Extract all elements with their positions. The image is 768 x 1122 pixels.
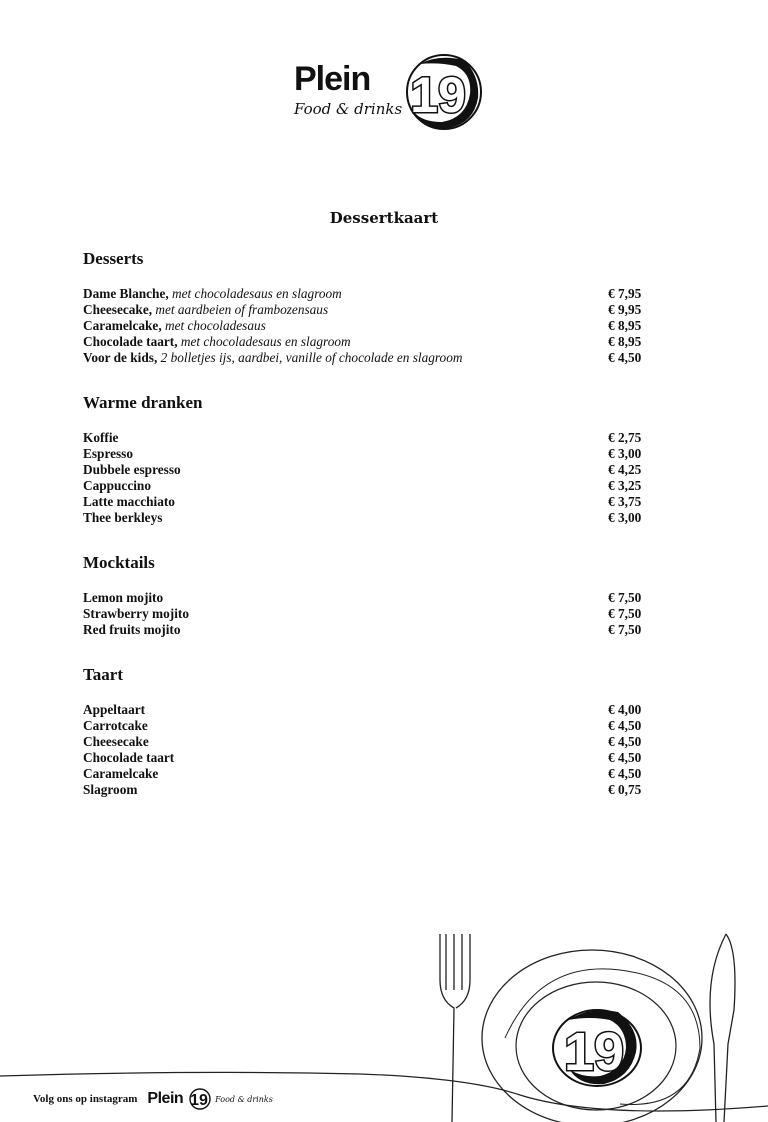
menu-item-name: Slagroom xyxy=(83,782,138,797)
menu-item-label xyxy=(83,462,181,478)
menu-item-name: Dame Blanche, xyxy=(83,286,169,301)
menu-section xyxy=(83,552,648,638)
menu-item-name: Cappuccino xyxy=(83,478,151,493)
menu-item-label xyxy=(83,286,342,302)
menu-item xyxy=(83,478,648,494)
menu-item-label xyxy=(83,430,118,446)
logo-number: 19 xyxy=(410,67,466,123)
menu-item-label xyxy=(83,478,151,494)
menu-item-name: Voor de kids, xyxy=(83,350,158,365)
menu-item xyxy=(83,302,648,318)
menu-item-label xyxy=(83,318,266,334)
menu-item-price: € 4,50 xyxy=(608,734,642,749)
menu-item xyxy=(83,606,648,622)
footer xyxy=(33,1086,273,1112)
menu-item xyxy=(83,590,648,606)
menu-item xyxy=(83,350,648,366)
menu-item-name: Caramelcake xyxy=(83,766,159,781)
menu-item xyxy=(83,702,648,718)
menu-item-name: Dubbele espresso xyxy=(83,462,181,477)
menu-item-label xyxy=(83,590,163,606)
menu-item-name: Chocolade taart xyxy=(83,750,175,765)
menu-item-price: € 3,25 xyxy=(608,478,642,493)
footer-tagline: Food & drinks xyxy=(215,1094,273,1104)
menu-item-label xyxy=(83,782,137,798)
menu-item-price: € 3,00 xyxy=(608,446,642,461)
brand-logo xyxy=(290,50,490,132)
menu-item-description: met chocoladesaus en slagroom xyxy=(180,334,351,349)
menu-item-price: € 4,50 xyxy=(608,718,642,733)
menu-item-price: € 3,75 xyxy=(608,494,642,509)
menu-item-label xyxy=(83,510,162,526)
menu-item xyxy=(83,510,648,526)
menu-item-label xyxy=(83,446,133,462)
menu-item-name: Chocolade taart, xyxy=(83,334,178,349)
menu-item-price: € 2,75 xyxy=(608,430,642,445)
menu-item-label xyxy=(83,606,189,622)
menu-item-label xyxy=(83,622,181,638)
menu-item-name: Koffie xyxy=(83,430,119,445)
menu-item-label xyxy=(83,350,462,366)
menu-item-label xyxy=(83,718,148,734)
footer-wordmark: Plein xyxy=(147,1090,184,1107)
section-heading: Taart xyxy=(83,665,123,684)
menu-item xyxy=(83,782,648,798)
menu-item-price: € 4,50 xyxy=(608,350,642,365)
logo-19-icon xyxy=(394,52,486,130)
menu-section xyxy=(83,664,648,798)
menu-item-label xyxy=(83,494,175,510)
menu-item xyxy=(83,734,648,750)
menu-section xyxy=(83,392,648,526)
menu-item-name: Thee berkleys xyxy=(83,510,163,525)
menu-item-label xyxy=(83,734,149,750)
menu-item xyxy=(83,622,648,638)
menu-item-price: € 8,95 xyxy=(608,318,642,333)
menu-item xyxy=(83,430,648,446)
menu-item xyxy=(83,766,648,782)
menu-item-name: Appeltaart xyxy=(83,702,146,717)
menu-item-price: € 4,00 xyxy=(608,702,642,717)
section-heading: Mocktails xyxy=(83,553,155,572)
menu-item-name: Red fruits mojito xyxy=(83,622,181,637)
menu-sections xyxy=(83,248,648,824)
menu-item-name: Carrotcake xyxy=(83,718,148,733)
footer-19-icon xyxy=(186,1088,212,1110)
menu-item-description: 2 bolletjes ijs, aardbei, vanille of chocolade en slagroom xyxy=(160,350,463,365)
menu-item xyxy=(83,286,648,302)
instagram-cta[interactable]: Volg ons op instagram xyxy=(33,1093,138,1105)
menu-item-price: € 3,00 xyxy=(608,510,642,525)
section-heading: Desserts xyxy=(83,249,144,268)
menu-item-label xyxy=(83,702,145,718)
page-title: Dessertkaart xyxy=(329,209,439,227)
menu-item xyxy=(83,750,648,766)
menu-item-price: € 4,50 xyxy=(608,750,642,765)
menu-item xyxy=(83,462,648,478)
menu-item-name: Espresso xyxy=(83,446,133,461)
menu-section xyxy=(83,248,648,366)
menu-item-name: Caramelcake, xyxy=(83,318,162,333)
menu-item-label xyxy=(83,766,158,782)
menu-item-price: € 8,95 xyxy=(608,334,642,349)
menu-item xyxy=(83,494,648,510)
emblem-number: 19 xyxy=(563,1022,625,1082)
menu-item-price: € 9,95 xyxy=(608,302,642,317)
logo-tagline: Food & drinks xyxy=(294,100,403,118)
section-heading: Warme dranken xyxy=(83,393,203,412)
menu-item-name: Lemon mojito xyxy=(83,590,164,605)
menu-item xyxy=(83,718,648,734)
menu-item-price: € 7,50 xyxy=(608,606,642,621)
menu-item-label xyxy=(83,302,328,318)
menu-item-price: € 7,95 xyxy=(608,286,642,301)
menu-item xyxy=(83,446,648,462)
menu-item-price: € 4,50 xyxy=(608,766,642,781)
menu-item-price: € 7,50 xyxy=(608,622,642,637)
menu-item-name: Cheesecake xyxy=(83,734,149,749)
logo-wordmark: Plein xyxy=(294,60,371,98)
menu-item-name: Strawberry mojito xyxy=(83,606,189,621)
menu-item-price: € 7,50 xyxy=(608,590,642,605)
menu-item xyxy=(83,318,648,334)
menu-item-price: € 4,25 xyxy=(608,462,642,477)
menu-item-name: Latte macchiato xyxy=(83,494,175,509)
menu-item-description: met aardbeien of frambozensaus xyxy=(155,302,329,317)
menu-item xyxy=(83,334,648,350)
footer-number: 19 xyxy=(190,1092,209,1109)
menu-item-label xyxy=(83,750,174,766)
menu-item-description: met chocoladesaus en slagroom xyxy=(172,286,342,301)
menu-item-description: met chocoladesaus xyxy=(164,318,266,333)
menu-item-price: € 0,75 xyxy=(608,782,642,797)
menu-item-name: Cheesecake, xyxy=(83,302,153,317)
menu-item-label xyxy=(83,334,351,350)
